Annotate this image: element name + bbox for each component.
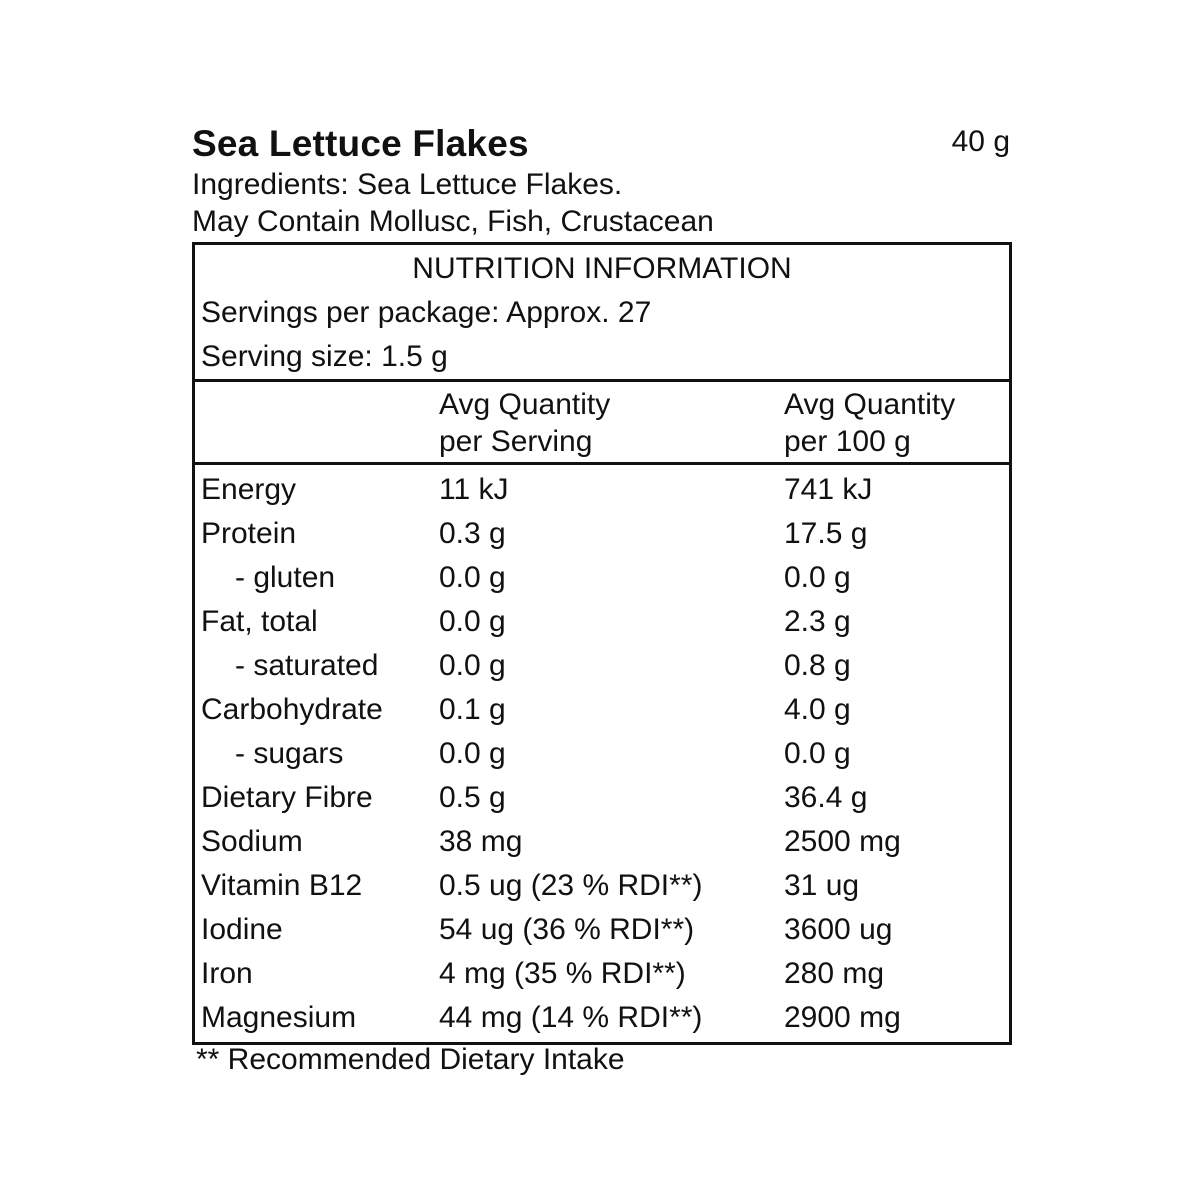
- table-row: [195, 468, 1009, 512]
- value-per-serving: 4 mg (35 % RDI**): [439, 957, 686, 990]
- nutrient-name: Dietary Fibre: [201, 781, 373, 814]
- value-per-serving: 0.0 g: [439, 649, 506, 682]
- value-per-serving: 0.5 g: [439, 781, 506, 814]
- value-per-serving: 0.3 g: [439, 517, 506, 550]
- value-per-100g: 4.0 g: [784, 693, 851, 726]
- nutrition-rows: [195, 465, 1009, 1042]
- nutrient-name: Magnesium: [201, 1001, 357, 1034]
- table-row: [195, 600, 1009, 644]
- column-header-per-100g: Avg Quantity per 100 g: [784, 388, 956, 458]
- table-row: [195, 952, 1009, 996]
- table-row: [195, 908, 1009, 952]
- nutrient-name: Carbohydrate: [201, 693, 383, 726]
- allergen-statement: May Contain Mollusc, Fish, Crustacean: [192, 205, 714, 238]
- value-per-100g: 31 ug: [784, 869, 860, 902]
- value-per-serving: 0.1 g: [439, 693, 506, 726]
- table-row: [195, 644, 1009, 688]
- nutrient-name: Vitamin B12: [201, 869, 363, 902]
- label-header: [192, 122, 1012, 166]
- product-label: [192, 122, 1012, 1076]
- nutrient-name: Iodine: [201, 913, 283, 946]
- table-row: [195, 688, 1009, 732]
- value-per-serving: 0.0 g: [439, 561, 506, 594]
- value-per-100g: 0.8 g: [784, 649, 851, 682]
- table-row: [195, 512, 1009, 556]
- value-per-100g: 3600 ug: [784, 913, 893, 946]
- value-per-100g: 0.0 g: [784, 737, 851, 770]
- value-per-serving: 11 kJ: [439, 473, 509, 506]
- ingredients-text: Ingredients: Sea Lettuce Flakes.: [192, 168, 623, 201]
- table-row: [195, 820, 1009, 864]
- column-header-per-serving: Avg Quantity per Serving: [439, 388, 611, 458]
- value-per-100g: 17.5 g: [784, 517, 868, 550]
- nutrition-panel-header: [195, 245, 1009, 382]
- table-row: [195, 556, 1009, 600]
- nutrient-name: Energy: [201, 473, 297, 506]
- table-row: [195, 864, 1009, 908]
- value-per-100g: 2900 mg: [784, 1001, 901, 1034]
- nutrition-panel: [192, 242, 1012, 1045]
- table-row: [195, 776, 1009, 820]
- value-per-serving: 44 mg (14 % RDI**): [439, 1001, 703, 1034]
- nutrient-name: - saturated: [235, 649, 379, 682]
- nutrient-name: Fat, total: [201, 605, 318, 638]
- product-title: Sea Lettuce Flakes: [192, 123, 529, 164]
- serving-size: Serving size: 1.5 g: [201, 340, 448, 373]
- rdi-footnote: ** Recommended Dietary Intake: [196, 1043, 625, 1076]
- value-per-100g: 280 mg: [784, 957, 885, 990]
- nutrient-name: - gluten: [235, 561, 336, 594]
- table-row: [195, 732, 1009, 776]
- value-per-serving: 54 ug (36 % RDI**): [439, 913, 695, 946]
- servings-per-package: Servings per package: Approx. 27: [201, 296, 652, 329]
- nutrition-heading: NUTRITION INFORMATION: [412, 252, 792, 285]
- nutrition-column-headers: [195, 382, 1009, 465]
- value-per-100g: 741 kJ: [784, 473, 873, 506]
- value-per-serving: 38 mg: [439, 825, 523, 858]
- net-weight: 40 g: [951, 125, 1010, 158]
- nutrient-name: Sodium: [201, 825, 303, 858]
- table-row: [195, 996, 1009, 1040]
- value-per-serving: 0.0 g: [439, 737, 506, 770]
- value-per-100g: 2.3 g: [784, 605, 851, 638]
- value-per-100g: 36.4 g: [784, 781, 868, 814]
- nutrient-name: - sugars: [235, 737, 344, 770]
- value-per-serving: 0.0 g: [439, 605, 506, 638]
- nutrient-name: Protein: [201, 517, 297, 550]
- value-per-100g: 2500 mg: [784, 825, 901, 858]
- value-per-serving: 0.5 ug (23 % RDI**): [439, 869, 703, 902]
- value-per-100g: 0.0 g: [784, 561, 851, 594]
- nutrient-name: Iron: [201, 957, 253, 990]
